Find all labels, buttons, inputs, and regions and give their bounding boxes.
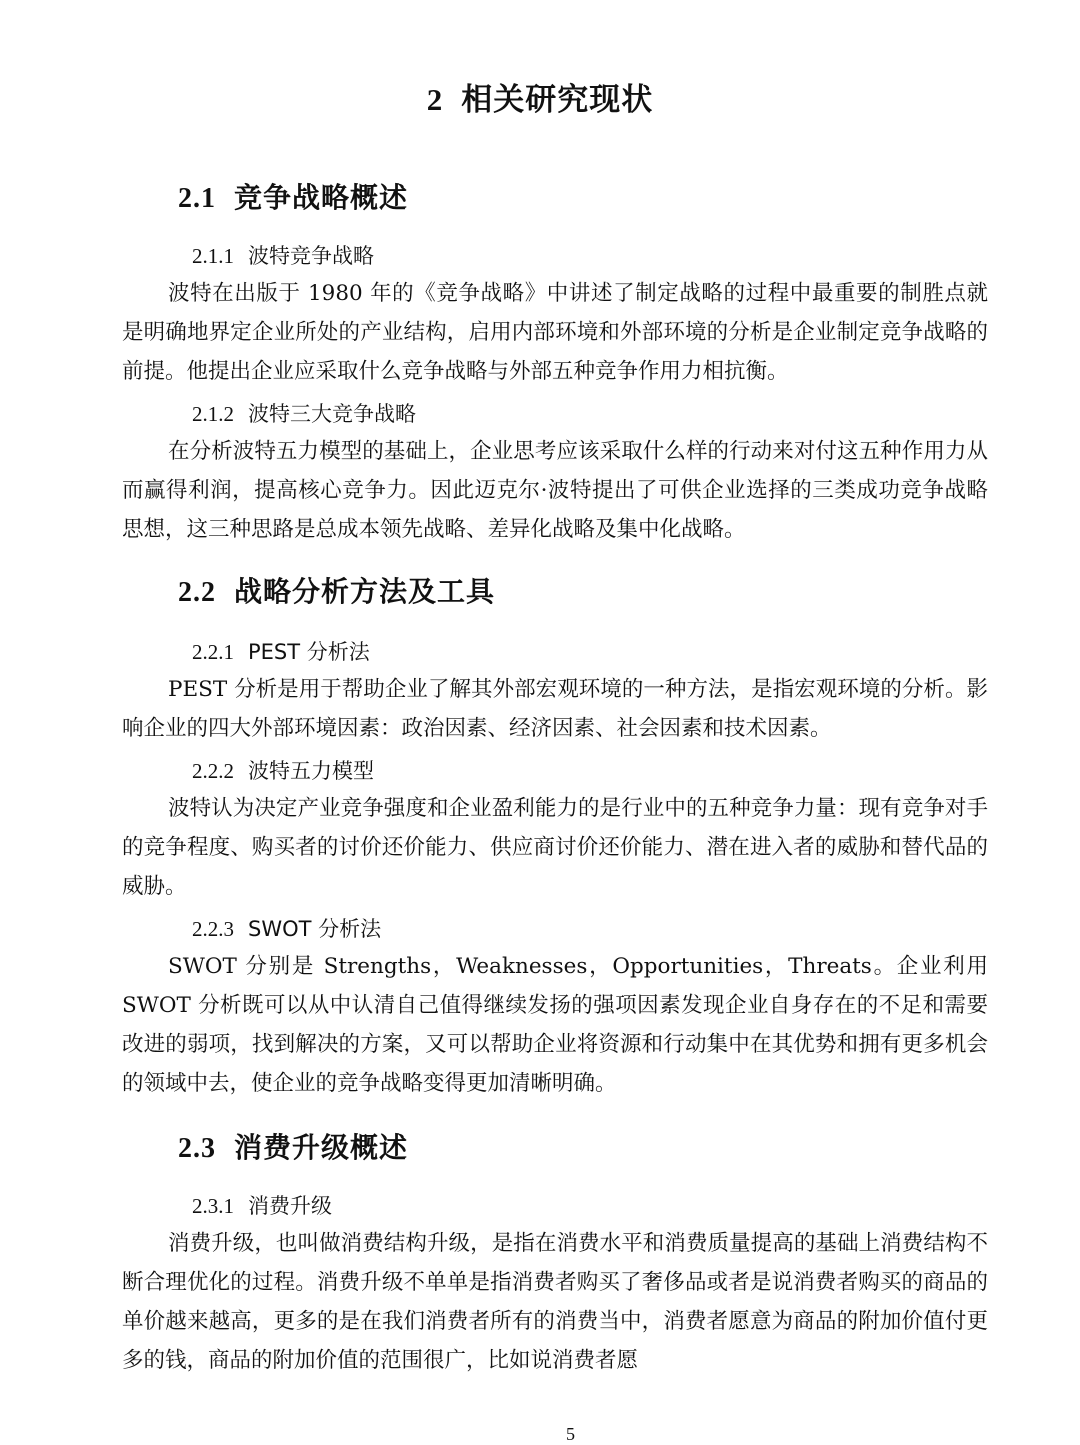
section-title: 战略分析方法及工具	[234, 575, 496, 608]
paragraph-2-2-3: SWOT 分别是 Strengths，Weaknesses，Opportunities，Threats。企业利用 SWOT 分析既可以从中认清自己值得继续发扬的强项因素发现企业自身存在的不足和需要改进的弱项，找到解决的方案，又可以帮助企业将资源和行动集中在其优势和拥有更多机会的领域中去，使企业的竞争战略变得更加清晰明确。	[122, 954, 988, 1096]
section-heading-2-2	[178, 570, 495, 610]
section-number: 2.3	[178, 1133, 216, 1164]
paragraph-2-1-1: 波特在出版于 1980 年的《竞争战略》中讲述了制定战略的过程中最重要的制胜点就是明确地界定企业所处的产业结构，启用内部环境和外部环境的分析是企业制定竞争战略的前提。他提出企业应采取什么竞争战略与外部五种竞争作用力相抗衡。	[122, 281, 988, 384]
paragraph-2-1-2: 在分析波特五力模型的基础上，企业思考应该采取什么样的行动来对付这五种作用力从而赢得利润，提高核心竞争力。因此迈克尔·波特提出了可供企业选择的三类成功竞争战略思想，这三种思路是总成本领先战略、差异化战略及集中化战略。	[122, 439, 988, 542]
subsection-heading-2-1-1	[192, 240, 374, 270]
section-title: 竞争战略概述	[234, 181, 409, 214]
chapter-title-text: 相关研究现状	[461, 82, 654, 118]
section-heading-2-1	[178, 176, 408, 216]
paragraph-2-3-1: 消费升级，也叫做消费结构升级，是指在消费水平和消费质量提高的基础上消费结构不断合理优化的过程。消费升级不单单是指消费者购买了奢侈品或者是说消费者购买的商品的单价越来越高，更多的是在我们消费者所有的消费当中，消费者愿意为商品的附加价值付更多的钱，商品的附加价值的范围很广，比如说消费者愿	[122, 1231, 988, 1373]
subsection-title: PEST 分析法	[248, 640, 370, 664]
subsection-title: 消费升级	[248, 1194, 332, 1218]
subsection-title: 波特竞争战略	[248, 244, 374, 268]
paragraph-2-2-2: 波特认为决定产业竞争强度和企业盈利能力的是行业中的五种竞争力量：现有竞争对手的竞争程度、购买者的讨价还价能力、供应商讨价还价能力、潜在进入者的威胁和替代品的威胁。	[122, 796, 988, 899]
chapter-title	[0, 74, 1080, 119]
chapter-number: 2	[426, 82, 444, 117]
subsection-title: 波特三大竞争战略	[248, 402, 416, 426]
subsection-number: 2.3.1	[192, 1194, 234, 1218]
section-number: 2.1	[178, 183, 216, 214]
subsection-title: 波特五力模型	[248, 759, 374, 783]
subsection-heading-2-1-2	[192, 398, 416, 428]
subsection-heading-2-2-1	[192, 636, 370, 666]
subsection-heading-2-3-1	[192, 1190, 332, 1220]
subsection-title: SWOT 分析法	[248, 917, 382, 941]
subsection-number: 2.1.1	[192, 244, 234, 268]
section-number: 2.2	[178, 577, 216, 608]
subsection-heading-2-2-2	[192, 755, 374, 785]
subsection-number: 2.2.2	[192, 759, 234, 783]
section-heading-2-3	[178, 1126, 408, 1166]
page-number: 5	[566, 1424, 575, 1444]
subsection-number: 2.1.2	[192, 402, 234, 426]
subsection-number: 2.2.3	[192, 917, 234, 941]
section-title: 消费升级概述	[234, 1131, 409, 1164]
subsection-number: 2.2.1	[192, 640, 234, 664]
paragraph-2-2-1: PEST 分析是用于帮助企业了解其外部宏观环境的一种方法，是指宏观环境的分析。影响企业的四大外部环境因素：政治因素、经济因素、社会因素和技术因素。	[122, 677, 988, 741]
subsection-heading-2-2-3	[192, 913, 381, 943]
